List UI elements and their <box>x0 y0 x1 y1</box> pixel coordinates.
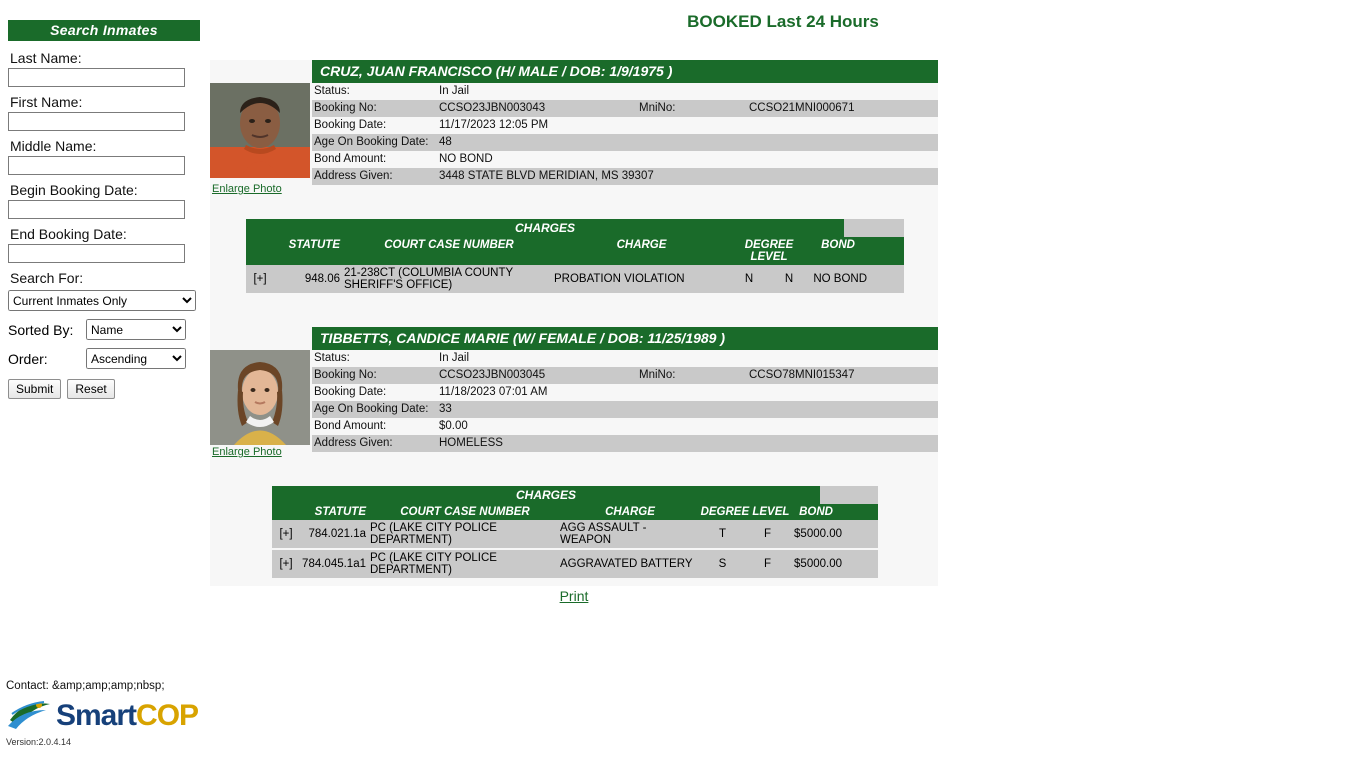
mni-no-value: CCSO21MNI000671 <box>749 102 855 114</box>
last-name-label: Last Name: <box>10 50 82 66</box>
charge-statute: 948.06 <box>304 273 340 285</box>
mni-no-label: MniNo: <box>639 102 676 114</box>
charges-title: CHARGES <box>272 486 820 504</box>
charge-description: AGGRAVATED BATTERY <box>560 558 693 570</box>
charge-degree: T <box>718 528 727 540</box>
begin-booking-date-label: Begin Booking Date: <box>10 182 138 198</box>
charge-bond: NO BOND <box>813 273 867 285</box>
mugshot-photo[interactable] <box>210 350 310 445</box>
end-booking-date-input[interactable] <box>8 244 185 263</box>
expand-charge-button[interactable]: [+] <box>279 528 293 540</box>
detail-status <box>312 83 938 100</box>
charges-table <box>272 486 878 578</box>
col-statute: STATUTE <box>288 239 340 251</box>
status-label: Status: <box>314 85 350 97</box>
col-charge: CHARGE <box>605 506 655 518</box>
results-list <box>210 60 938 586</box>
mni-no-value: CCSO78MNI015347 <box>749 369 855 381</box>
charge-degree: N <box>744 273 754 285</box>
enlarge-photo-link[interactable]: Enlarge Photo <box>212 446 282 458</box>
detail-booking-date <box>312 384 938 401</box>
address-label: Address Given: <box>314 170 393 182</box>
col-case-number: COURT CASE NUMBER <box>400 506 530 518</box>
logo-cop-text: COP <box>136 698 199 732</box>
footer <box>6 680 198 747</box>
status-value: In Jail <box>439 352 470 364</box>
charge-row <box>246 265 904 293</box>
col-case-number: COURT CASE NUMBER <box>384 239 514 251</box>
page-title: BOOKED Last 24 Hours <box>687 12 879 31</box>
search-for-select[interactable] <box>8 290 196 311</box>
address-value: 3448 STATE BLVD MERIDIAN, MS 39307 <box>439 170 654 182</box>
charges-header-row <box>272 504 878 520</box>
booking-date-value: 11/18/2023 07:01 AM <box>439 386 548 398</box>
charge-description: PROBATION VIOLATION <box>554 273 685 285</box>
begin-booking-date-input[interactable] <box>8 200 185 219</box>
booking-date-label: Booking Date: <box>314 386 387 398</box>
charge-level: F <box>763 558 772 570</box>
charges-header-row <box>246 237 904 265</box>
charges-title-spacer <box>844 219 904 237</box>
detail-bond-amount <box>312 418 938 435</box>
submit-button[interactable]: Submit <box>8 379 61 399</box>
swoosh-icon <box>6 696 54 735</box>
contact-text: Contact: &amp;amp;amp;nbsp; <box>6 680 165 692</box>
charge-case-number: 21-238CT (COLUMBIA COUNTY SHERIFF'S OFFICE) <box>344 267 513 291</box>
order-select[interactable] <box>86 348 186 369</box>
charges-expand-spacer <box>272 506 300 518</box>
detail-address <box>312 435 938 452</box>
detail-booking-no <box>312 100 938 117</box>
booking-no-label: Booking No: <box>314 102 377 114</box>
charge-row <box>272 550 878 578</box>
charge-case-number: PC (LAKE CITY POLICE DEPARTMENT) <box>370 552 497 576</box>
status-value: In Jail <box>439 85 470 97</box>
search-panel-title: Search Inmates <box>8 18 200 43</box>
mni-no-label: MniNo: <box>639 369 676 381</box>
bond-amount-value: NO BOND <box>439 153 493 165</box>
search-panel <box>8 18 200 399</box>
smartcop-logo <box>6 696 198 735</box>
booking-date-value: 11/17/2023 12:05 PM <box>439 119 549 131</box>
col-degree-level: DEGREE LEVEL <box>744 239 794 263</box>
booking-date-label: Booking Date: <box>314 119 387 131</box>
charges-title: CHARGES <box>246 219 844 237</box>
col-bond: BOND <box>799 506 833 518</box>
inmate-name-header: CRUZ, JUAN FRANCISCO (H/ MALE / DOB: 1/9/1975 ) <box>312 60 938 83</box>
middle-name-label: Middle Name: <box>10 138 97 154</box>
bond-amount-label: Bond Amount: <box>314 420 387 432</box>
charge-case-number: PC (LAKE CITY POLICE DEPARTMENT) <box>370 522 497 546</box>
age-label: Age On Booking Date: <box>314 136 429 148</box>
first-name-label: First Name: <box>10 94 83 110</box>
age-value: 48 <box>439 136 452 148</box>
charges-table <box>246 219 904 293</box>
sorted-by-select[interactable] <box>86 319 186 340</box>
version-text: Version:2.0.4.14 <box>6 737 72 747</box>
inmate-details <box>312 83 938 185</box>
col-degree-level: DEGREE LEVEL <box>700 506 790 518</box>
col-bond: BOND <box>821 239 855 251</box>
first-name-input[interactable] <box>8 112 185 131</box>
middle-name-input[interactable] <box>8 156 185 175</box>
detail-address <box>312 168 938 185</box>
col-charge: CHARGE <box>616 239 667 251</box>
mugshot-photo[interactable] <box>210 83 310 178</box>
charges-expand-spacer <box>246 239 274 263</box>
detail-status <box>312 350 938 367</box>
col-statute: STATUTE <box>314 506 366 518</box>
search-for-label: Search For: <box>10 270 84 286</box>
last-name-input[interactable] <box>8 68 185 87</box>
reset-button[interactable]: Reset <box>67 379 114 399</box>
charge-statute: 784.021.1a <box>308 528 366 540</box>
age-label: Age On Booking Date: <box>314 403 429 415</box>
expand-charge-button[interactable]: [+] <box>279 558 293 570</box>
status-label: Status: <box>314 352 350 364</box>
detail-booking-no <box>312 367 938 384</box>
enlarge-photo-link[interactable]: Enlarge Photo <box>212 183 282 195</box>
booking-no-label: Booking No: <box>314 369 377 381</box>
detail-bond-amount <box>312 151 938 168</box>
inmate-name-header: TIBBETTS, CANDICE MARIE (W/ FEMALE / DOB: 11/25/1989 ) <box>312 327 938 350</box>
age-value: 33 <box>439 403 452 415</box>
address-label: Address Given: <box>314 437 393 449</box>
inmate-record <box>210 60 938 293</box>
charge-level: N <box>784 273 794 285</box>
bond-amount-value: $0.00 <box>439 420 468 432</box>
detail-age <box>312 401 938 418</box>
inmate-details <box>312 350 938 452</box>
inmate-record <box>210 327 938 578</box>
expand-charge-button[interactable]: [+] <box>253 273 267 285</box>
charge-row <box>272 520 878 548</box>
booking-no-value: CCSO23JBN003045 <box>439 369 546 381</box>
detail-booking-date <box>312 117 938 134</box>
charge-description: AGG ASSAULT - WEAPON <box>560 522 647 546</box>
address-value: HOMELESS <box>439 437 503 449</box>
sorted-by-label: Sorted By: <box>8 321 74 338</box>
charge-level: F <box>763 528 772 540</box>
detail-age <box>312 134 938 151</box>
logo-smart-text: Smart <box>56 698 137 732</box>
booking-no-value: CCSO23JBN003043 <box>439 102 546 114</box>
order-label: Order: <box>8 350 48 367</box>
charges-title-spacer <box>820 486 878 504</box>
bond-amount-label: Bond Amount: <box>314 153 387 165</box>
end-booking-date-label: End Booking Date: <box>10 226 127 242</box>
charge-bond: $5000.00 <box>794 528 842 540</box>
charge-bond: $5000.00 <box>794 558 842 570</box>
print-link[interactable]: Print <box>559 588 589 604</box>
charge-statute: 784.045.1a1 <box>302 558 366 570</box>
charge-degree: S <box>718 558 727 570</box>
